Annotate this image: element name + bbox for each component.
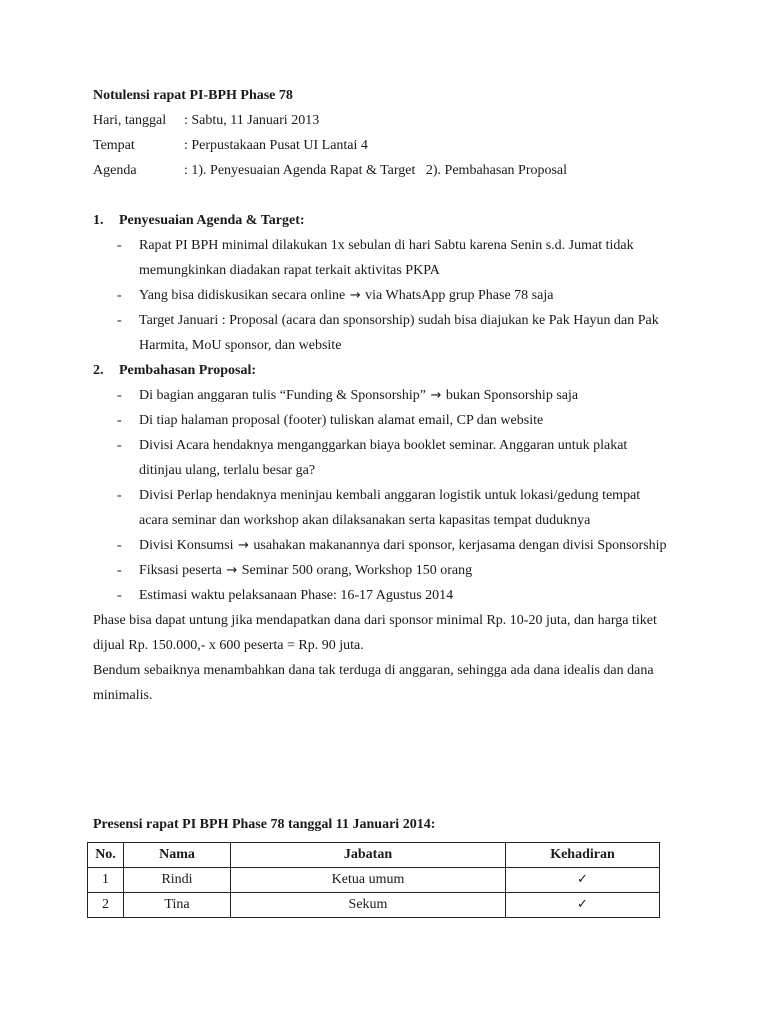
bullet-text: Target Januari : Proposal (acara dan sponsorship) sudah bisa diajukan ke Pak Hayun dan Pak Harmita, MoU sponsor, dan website: [139, 313, 659, 353]
bullet-text: Rapat PI BPH minimal dilakukan 1x sebulan di hari Sabtu karena Senin s.d. Jumat tidak memungkinkan diadakan rapat terkait aktivitas PKPA: [139, 238, 634, 278]
column-header-no: No.: [88, 843, 124, 868]
meta-row-agenda: [93, 158, 668, 183]
meta-label: Tempat: [93, 138, 135, 153]
column-header-nama: Nama: [124, 843, 231, 868]
list-item: [93, 583, 668, 608]
section-title: Penyesuaian Agenda & Target:: [119, 213, 305, 228]
dash-bullet: -: [117, 413, 122, 428]
cell-nama: Tina: [124, 893, 231, 918]
dash-bullet: -: [117, 563, 122, 578]
paragraph: Phase bisa dapat untung jika mendapatkan dana dari sponsor minimal Rp. 10-20 juta, dan harga tiket dijual Rp. 150.000,- x 600 peserta = Rp. 90 juta.: [93, 613, 657, 653]
dash-bullet: -: [117, 588, 122, 603]
column-header-kehadiran: Kehadiran: [506, 843, 660, 868]
bullet-text: bukan Sponsorship saja: [445, 388, 579, 403]
meta-label: Agenda: [93, 163, 137, 178]
bullet-text: Yang bisa didiskusikan secara online: [139, 288, 346, 303]
bullet-text: Divisi Konsumsi: [139, 538, 234, 553]
list-item: [93, 533, 668, 558]
section-number: 1.: [93, 213, 104, 228]
section-title: Pembahasan Proposal:: [119, 363, 257, 378]
attendance-table: [87, 842, 660, 918]
right-arrow-icon: →: [226, 563, 238, 578]
bullet-text: Divisi Acara hendaknya menganggarkan biaya booklet seminar. Anggaran untuk plakat ditinjau ulang, terlalu besar ga?: [139, 438, 628, 478]
checkmark-icon: ✓: [577, 897, 588, 912]
cell-nama: Rindi: [124, 868, 231, 893]
table-row: [88, 868, 660, 893]
cell-kehadiran: [506, 868, 660, 893]
list-item: [93, 483, 668, 533]
cell-jabatan: Ketua umum: [231, 868, 506, 893]
meta-value: : 1). Penyesuaian Agenda Rapat & Target 2). Pembahasan Proposal: [184, 163, 568, 178]
cell-jabatan: Sekum: [231, 893, 506, 918]
dash-bullet: -: [117, 438, 122, 453]
section-number: 2.: [93, 363, 104, 378]
bullet-text: Estimasi waktu pelaksanaan Phase: 16-17 Agustus 2014: [139, 588, 454, 603]
bullet-text: Seminar 500 orang, Workshop 150 orang: [241, 563, 473, 578]
meta-row-place: [93, 133, 668, 158]
dash-bullet: -: [117, 488, 122, 503]
checkmark-icon: ✓: [577, 872, 588, 887]
section-1-bullets: [93, 233, 668, 358]
section-heading-1: [93, 208, 668, 233]
meta-value: : Perpustakaan Pusat UI Lantai 4: [184, 138, 368, 153]
dash-bullet: -: [117, 388, 122, 403]
bullet-text: Di tiap halaman proposal (footer) tuliskan alamat email, CP dan website: [139, 413, 544, 428]
cell-kehadiran: [506, 893, 660, 918]
attendance-title: Presensi rapat PI BPH Phase 78 tanggal 11 Januari 2014:: [93, 817, 436, 832]
list-item: [93, 283, 668, 308]
list-item: [93, 233, 668, 283]
dash-bullet: -: [117, 238, 122, 253]
bullet-text: usahakan makanannya dari sponsor, kerjasama dengan divisi Sponsorship: [253, 538, 667, 553]
section-2-bullets: [93, 383, 668, 608]
bullet-text: Fiksasi peserta: [139, 563, 222, 578]
cell-no: 1: [88, 868, 124, 893]
document-title: Notulensi rapat PI-BPH Phase 78: [93, 88, 293, 103]
paragraph: Bendum sebaiknya menambahkan dana tak terduga di anggaran, sehingga ada dana idealis dan dana minimalis.: [93, 663, 654, 703]
list-item: [93, 383, 668, 408]
right-arrow-icon: →: [430, 388, 442, 403]
meeting-minutes: [93, 83, 668, 708]
bullet-text: via WhatsApp grup Phase 78 saja: [365, 288, 554, 303]
dash-bullet: -: [117, 538, 122, 553]
bullet-text: Di bagian anggaran tulis “Funding & Sponsorship”: [139, 388, 426, 403]
dash-bullet: -: [117, 288, 122, 303]
right-arrow-icon: →: [349, 288, 361, 303]
meta-value: : Sabtu, 11 Januari 2013: [184, 113, 320, 128]
right-arrow-icon: →: [238, 538, 249, 553]
table-header-row: [88, 843, 660, 868]
table-row: [88, 893, 660, 918]
section-heading-2: [93, 358, 668, 383]
spacer: [93, 183, 668, 208]
list-item: [93, 558, 668, 583]
meta-row-date: [93, 108, 668, 133]
list-item: [93, 408, 668, 433]
dash-bullet: -: [117, 313, 122, 328]
column-header-jabatan: Jabatan: [231, 843, 506, 868]
list-item: [93, 433, 668, 483]
bullet-text: Divisi Perlap hendaknya meninjau kembali anggaran logistik untuk lokasi/gedung tempat acara seminar dan workshop akan dilaksanakan serta kapasitas tempat duduknya: [139, 488, 641, 528]
list-item: [93, 308, 668, 358]
meta-label: Hari, tanggal: [93, 113, 167, 128]
cell-no: 2: [88, 893, 124, 918]
